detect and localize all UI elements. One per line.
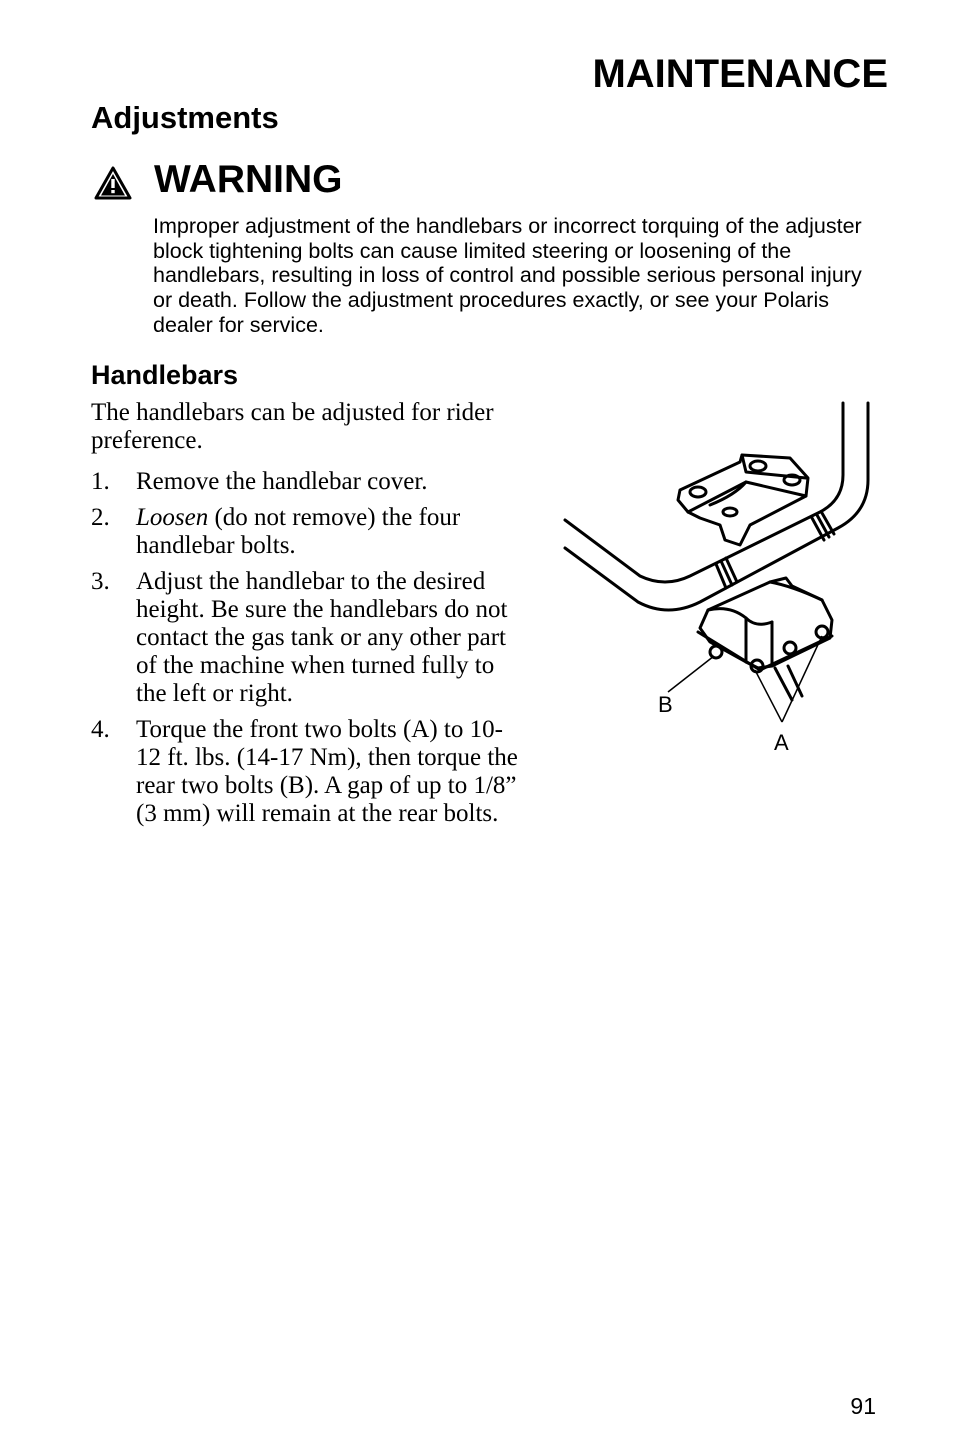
step-emphasis: Loosen xyxy=(136,504,209,531)
warning-title: WARNING xyxy=(154,158,343,201)
step-text: (do not remove) the four handlebar bolts. xyxy=(136,504,461,559)
step-2 xyxy=(91,504,521,560)
warning-triangle-icon xyxy=(94,166,132,200)
step-text: Torque the front two bolts (A) to 10-12 ft. lbs. (14-17 Nm), then torque the rear two bolts (B). A gap of up to 1/8” (3 mm) will remain at the rear bolts. xyxy=(136,716,518,827)
warning-text: Improper adjustment of the handlebars or incorrect torquing of the adjuster block tightening bolts can cause limited steering or loosening of the handlebars, resulting in loss of control and possible serious personal injury or death. Follow the adjustment procedures exactly, or see your Polaris dealer for service. xyxy=(153,214,862,337)
step-4 xyxy=(91,716,521,828)
handlebars-intro: The handlebars can be adjusted for rider preference. xyxy=(91,399,494,454)
section-title: Adjustments xyxy=(91,100,279,135)
step-1 xyxy=(91,468,521,496)
adjustment-steps xyxy=(91,468,521,836)
label-b: B xyxy=(658,692,673,717)
step-number: 2. xyxy=(91,504,110,531)
step-number: 4. xyxy=(91,716,110,743)
chapter-title: MAINTENANCE xyxy=(592,52,888,96)
clamp-drawing xyxy=(560,400,880,760)
step-text: Adjust the handlebar to the desired height. Be sure the handlebars do not contact the gas tank or any other part of the machine when turned fully to the left or right. xyxy=(136,568,508,707)
handlebar-clamp-illustration xyxy=(560,400,880,760)
step-text: Remove the handlebar cover. xyxy=(136,468,428,495)
step-3 xyxy=(91,568,521,708)
page-number: 91 xyxy=(850,1393,876,1419)
handlebars-heading: Handlebars xyxy=(91,360,239,390)
label-a: A xyxy=(774,730,789,755)
step-number: 3. xyxy=(91,568,110,595)
step-number: 1. xyxy=(91,468,110,495)
